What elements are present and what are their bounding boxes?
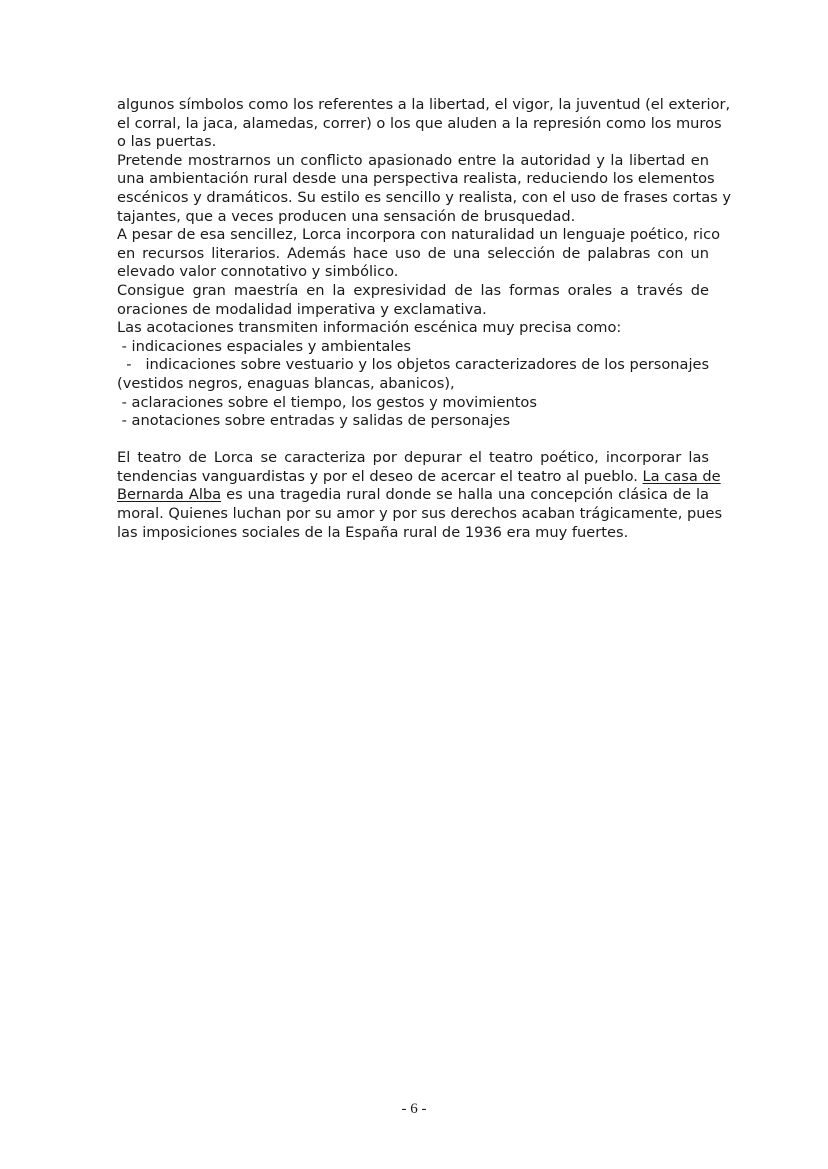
paragraph-oral-forms — [117, 282, 709, 319]
work-title-link: Bernarda Alba — [117, 486, 222, 504]
list-item: - indicaciones sobre vestuario y los objetos caracterizadores de los personajes — [117, 356, 710, 374]
text-line: elevado valor connotativo y simbólico. — [117, 263, 399, 281]
text-line: algunos símbolos como los referentes a la libertad, el vigor, la juventud (el exterior, — [117, 96, 731, 113]
text-line: moral. Quienes luchan por su amor y por sus derechos acaban trágicamente, pues — [117, 505, 723, 523]
paragraph-conflict — [117, 151, 732, 226]
text-line: Las acotaciones transmiten información escénica muy precisa como: — [117, 319, 622, 337]
text-segment: tendencias vanguardistas y por el deseo de acercar el teatro al pueblo. — [117, 467, 643, 485]
paragraph-poetic-language — [117, 226, 721, 282]
text-line: Consigue gran maestría en la expresividad de las formas orales a través de — [117, 281, 709, 299]
paragraph-spacer — [117, 431, 709, 450]
list-item: - indicaciones espaciales y ambientales — [117, 337, 411, 355]
paragraph-stage-directions — [117, 319, 709, 431]
page-number: - 6 - — [401, 1101, 427, 1117]
list-item-continuation: (vestidos negros, enaguas blancas, abanicos), — [117, 374, 455, 392]
text-line — [117, 486, 709, 505]
list-item: - aclaraciones sobre el tiempo, los gestos y movimientos — [117, 393, 537, 411]
text-line: una ambientación rural desde una perspectiva realista, reduciendo los elementos — [117, 170, 715, 188]
text-line: A pesar de esa sencillez, Lorca incorpora con naturalidad un lenguaje poético, rico — [117, 226, 721, 244]
text-line: o las puertas. — [117, 133, 217, 151]
list-item: - anotaciones sobre entradas y salidas de personajes — [117, 412, 511, 430]
text-line: el corral, la jaca, alamedas, correr) o los que aluden a la represión como los muros — [117, 114, 722, 132]
paragraph-lorca-theatre — [117, 449, 723, 542]
text-line: en recursos literarios. Además hace uso de una selección de palabras con un — [117, 244, 709, 262]
text-line: oraciones de modalidad imperativa y exclamativa. — [117, 300, 487, 318]
text-line: Pretende mostrarnos un conflicto apasionado entre la autoridad y la libertad en — [117, 151, 709, 169]
text-line: las imposiciones sociales de la España rural de 1936 era muy fuertes. — [117, 523, 629, 541]
work-title-link: La casa de — [642, 467, 721, 485]
text-line: tajantes, que a veces producen una sensación de brusquedad. — [117, 207, 576, 225]
document-body — [117, 96, 732, 542]
text-segment: es una tragedia rural donde se halla una concepción clásica de la — [221, 486, 710, 504]
paragraph-symbols — [117, 96, 731, 152]
text-line — [117, 467, 721, 487]
text-line: escénicos y dramáticos. Su estilo es sencillo y realista, con el uso de frases cortas y — [117, 188, 732, 206]
text-line: El teatro de Lorca se caracteriza por depurar el teatro poético, incorporar las — [117, 449, 709, 467]
